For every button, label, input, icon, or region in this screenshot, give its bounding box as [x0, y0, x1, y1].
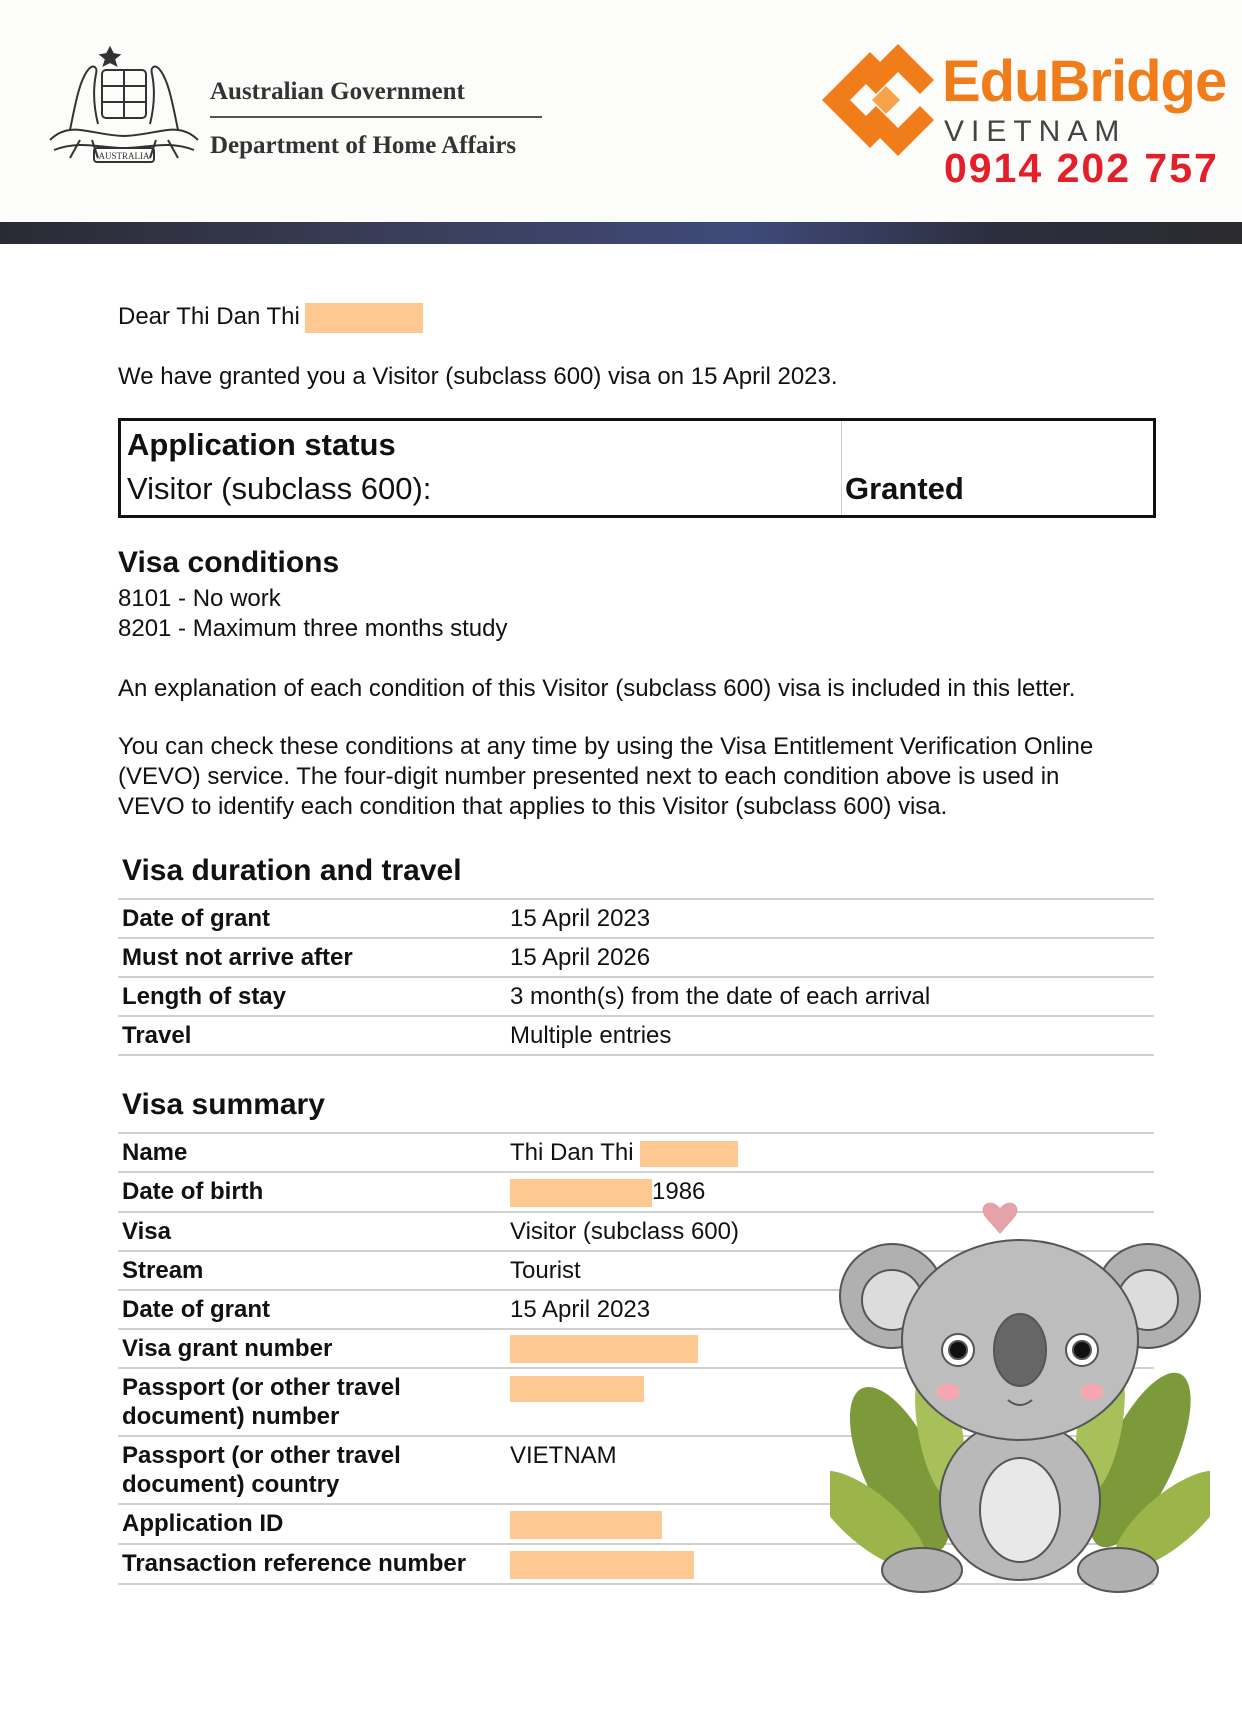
greeting-line: [118, 302, 423, 333]
row-value: 15 April 2026: [506, 938, 1154, 977]
redacted-grant-number: [510, 1335, 698, 1363]
duration-heading: Visa duration and travel: [122, 854, 462, 887]
redacted-transaction-ref: [510, 1551, 694, 1579]
letterhead: [0, 0, 1242, 222]
status-title: Application status: [127, 427, 396, 462]
conditions-heading: Visa conditions: [118, 546, 340, 579]
status-divider: [841, 421, 842, 515]
row-value: Multiple entries: [506, 1016, 1154, 1055]
vevo-text-line: You can check these conditions at any time by using the Visa Entitlement Verification Online: [118, 733, 1094, 760]
row-label: Stream: [118, 1251, 506, 1290]
label-line: Passport (or other travel: [122, 1442, 401, 1470]
header-stripe: [0, 222, 1242, 244]
greeting: Dear Thi Dan Thi: [118, 303, 300, 330]
row-label: Visa grant number: [118, 1329, 506, 1369]
heart-icon: [983, 1203, 1018, 1234]
row-label: Travel: [118, 1016, 506, 1055]
edubridge-logo-icon: [812, 40, 940, 162]
vevo-text-line: (VEVO) service. The four-digit number presented next to each condition above is used in: [118, 763, 1060, 790]
name-value: Thi Dan Thi: [510, 1139, 634, 1166]
row-value: 15 April 2023: [506, 899, 1154, 938]
status-value: Granted: [845, 471, 964, 506]
row-label: Name: [118, 1133, 506, 1172]
status-row-label: Visitor (subclass 600):: [127, 471, 432, 506]
row-label: [118, 1436, 506, 1504]
label-line: document) country: [122, 1471, 340, 1499]
table-row: [118, 1016, 1154, 1055]
row-label: Length of stay: [118, 977, 506, 1016]
condition-item: 8101 - No work: [118, 585, 281, 612]
table-row: [118, 938, 1154, 977]
brand-subtitle: VIETNAM: [944, 115, 1127, 148]
condition-item: 8201 - Maximum three months study: [118, 615, 508, 642]
row-label: Visa: [118, 1212, 506, 1251]
redacted-application-id: [510, 1511, 662, 1539]
conditions-explanation: An explanation of each condition of this Visitor (subclass 600) visa is included in this letter.: [118, 675, 1076, 702]
row-label: Date of grant: [118, 899, 506, 938]
crest-label: AUSTRALIA: [98, 151, 150, 161]
row-label: Date of grant: [118, 1290, 506, 1329]
row-label: Date of birth: [118, 1172, 506, 1212]
government-title: Australian Government: [210, 78, 542, 118]
row-label: Transaction reference number: [118, 1544, 506, 1584]
redacted-birth-date: [510, 1179, 652, 1207]
row-value: 3 month(s) from the date of each arrival: [506, 977, 1154, 1016]
coat-of-arms-icon: [40, 40, 208, 168]
table-row: [118, 977, 1154, 1016]
label-line: Passport (or other travel: [122, 1374, 401, 1402]
row-label: Application ID: [118, 1504, 506, 1544]
koala-cheek: [1080, 1384, 1104, 1400]
redacted-passport-number: [510, 1376, 644, 1402]
koala-sticker-icon: [830, 1200, 1210, 1600]
summary-heading: Visa summary: [122, 1088, 325, 1121]
row-value: VIETNAM: [506, 1436, 1154, 1504]
label-line: document) number: [122, 1403, 340, 1431]
row-label: [118, 1368, 506, 1436]
application-status-box: [118, 418, 1156, 518]
row-label: Must not arrive after: [118, 938, 506, 977]
vevo-text-line: VEVO to identify each condition that applies to this Visitor (subclass 600) visa.: [118, 793, 948, 820]
redacted-surname: [305, 303, 423, 333]
row-value: Tourist: [506, 1251, 1154, 1290]
redacted-surname: [640, 1141, 738, 1167]
table-row: [118, 1133, 1154, 1172]
intro-text: We have granted you a Visitor (subclass 600) visa on 15 April 2023.: [118, 363, 838, 390]
table-row: [118, 899, 1154, 938]
birth-year: 1986: [652, 1178, 706, 1205]
row-value: [506, 1133, 1154, 1172]
brand-name: EduBridge: [942, 49, 1227, 114]
brand-phone: 0914 202 757: [944, 145, 1219, 191]
row-value: Visitor (subclass 600): [506, 1212, 1154, 1251]
row-value: 15 April 2023: [506, 1290, 1154, 1329]
duration-table: [118, 898, 1154, 1056]
koala-cheek: [936, 1384, 960, 1400]
department-name: Department of Home Affairs: [210, 132, 517, 159]
